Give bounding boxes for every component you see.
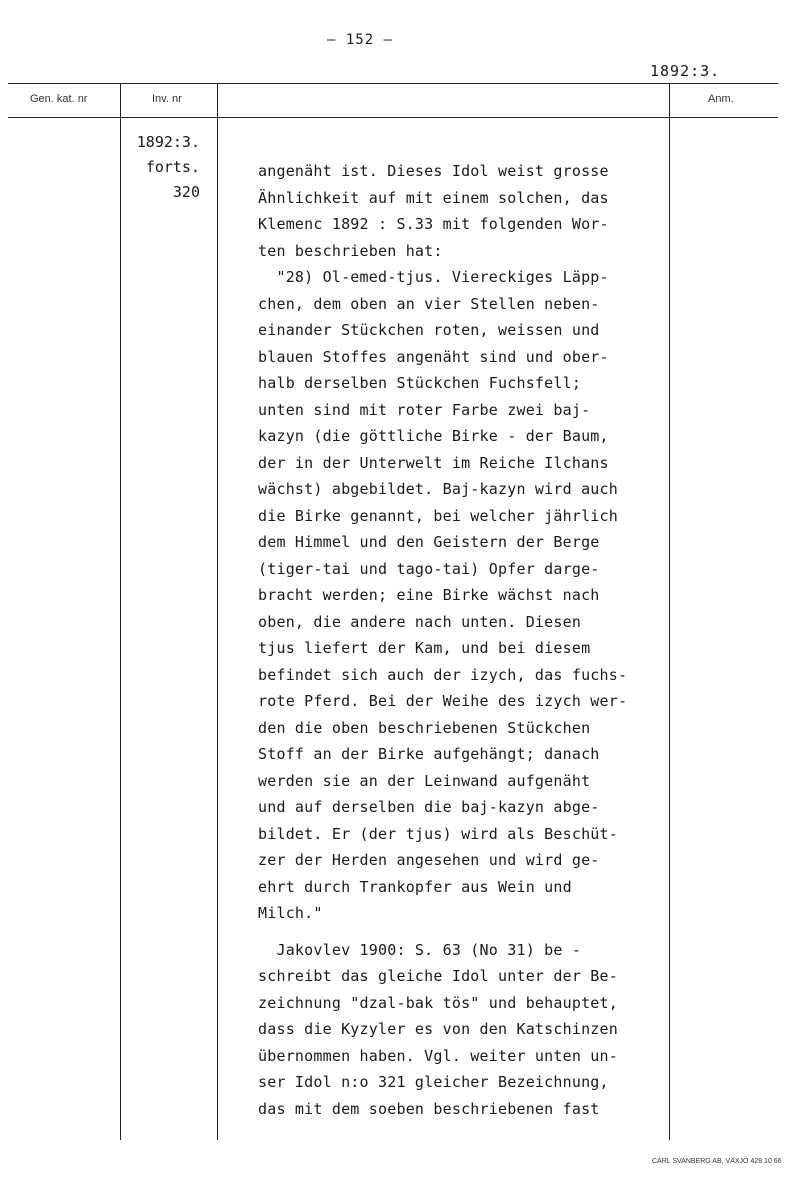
- inventory-line: 1892:3.: [136, 133, 200, 151]
- text-line: dass die Kyzyler es von den Katschinzen: [258, 1020, 618, 1038]
- printer-mark: CARL SVANBERG AB, VÄXJÖ 428 10 66: [652, 1158, 782, 1165]
- text-line: chen, dem oben an vier Stellen neben-: [258, 294, 600, 313]
- text-line: (tiger-tai und tago-tai) Opfer darge-: [258, 559, 600, 578]
- column-header-gen-kat-nr: Gen. kat. nr: [30, 93, 88, 105]
- column-divider-2: [217, 84, 218, 1140]
- text-line: ten beschrieben hat:: [258, 241, 443, 260]
- page-number: — 152 —: [326, 32, 393, 48]
- text-line: der in der Unterwelt im Reiche Ilchans: [258, 453, 609, 472]
- text-line: Klemenc 1892 : S.33 mit folgenden Wor-: [258, 215, 609, 233]
- text-line: Milch.": [258, 904, 323, 922]
- text-line: zeichnung "dzal-bak tös" und behauptet,: [258, 993, 618, 1012]
- text-line: übernommen haben. Vgl. weiter unten un-: [258, 1046, 618, 1065]
- text-line: "28) Ol-emed-tjus. Viereckiges Läpp-: [258, 268, 609, 286]
- text-line: den die oben beschriebenen Stückchen: [258, 718, 591, 737]
- column-divider-1: [120, 84, 121, 1140]
- paragraph-gap: [258, 927, 678, 937]
- text-line: zer der Herden angesehen und wird ge-: [258, 851, 600, 869]
- text-line: Ähnlichkeit auf mit einem solchen, das: [258, 188, 609, 207]
- text-line: Stoff an der Birke aufgehängt; danach: [258, 745, 600, 763]
- catalog-code: 1892:3.: [650, 62, 721, 80]
- text-line: oben, die andere nach unten. Diesen: [258, 612, 582, 631]
- text-line: werden sie an der Leinwand aufgenäht: [258, 771, 591, 790]
- text-line: dem Himmel und den Geistern der Berge: [258, 533, 600, 551]
- text-line: befindet sich auch der izych, das fuchs-: [258, 665, 628, 684]
- text-line: ser Idol n:o 321 gleicher Bezeichnung,: [258, 1073, 609, 1091]
- text-line: kazyn (die göttliche Birke - der Baum,: [258, 427, 609, 445]
- text-line: das mit dem soeben beschriebenen fast: [258, 1099, 600, 1118]
- text-line: und auf derselben die baj-kazyn abge-: [258, 798, 600, 816]
- table-top-rule: [8, 83, 778, 84]
- text-line: blauen Stoffes angenäht sind und ober-: [258, 347, 609, 366]
- text-line: bildet. Er (der tjus) wird als Beschüt-: [258, 824, 618, 843]
- text-line: halb derselben Stückchen Fuchsfell;: [258, 374, 582, 392]
- text-line: bracht werden; eine Birke wächst nach: [258, 586, 600, 604]
- inventory-number-cell: [124, 130, 216, 205]
- inventory-line: forts.: [145, 158, 200, 176]
- text-line: tjus liefert der Kam, und bei diesem: [258, 639, 591, 657]
- text-line: schreibt das gleiche Idol unter der Be-: [258, 967, 618, 985]
- entry-body-text: [258, 158, 678, 1122]
- text-line: unten sind mit roter Farbe zwei baj-: [258, 400, 591, 419]
- text-line: ehrt durch Trankopfer aus Wein und: [258, 877, 572, 896]
- table-header-rule: [8, 117, 778, 118]
- column-header-anm: Anm.: [708, 93, 734, 105]
- inventory-line: 320: [172, 183, 200, 201]
- text-line: einander Stückchen roten, weissen und: [258, 321, 600, 339]
- text-line: Jakovlev 1900: S. 63 (No 31) be -: [258, 940, 582, 959]
- text-line: die Birke genannt, bei welcher jährlich: [258, 506, 618, 525]
- column-header-inv-nr: Inv. nr: [152, 93, 182, 105]
- text-line: rote Pferd. Bei der Weihe des izych wer-: [258, 692, 628, 710]
- text-line: wächst) abgebildet. Baj-kazyn wird auch: [258, 480, 618, 498]
- text-line: angenäht ist. Dieses Idol weist grosse: [258, 162, 609, 180]
